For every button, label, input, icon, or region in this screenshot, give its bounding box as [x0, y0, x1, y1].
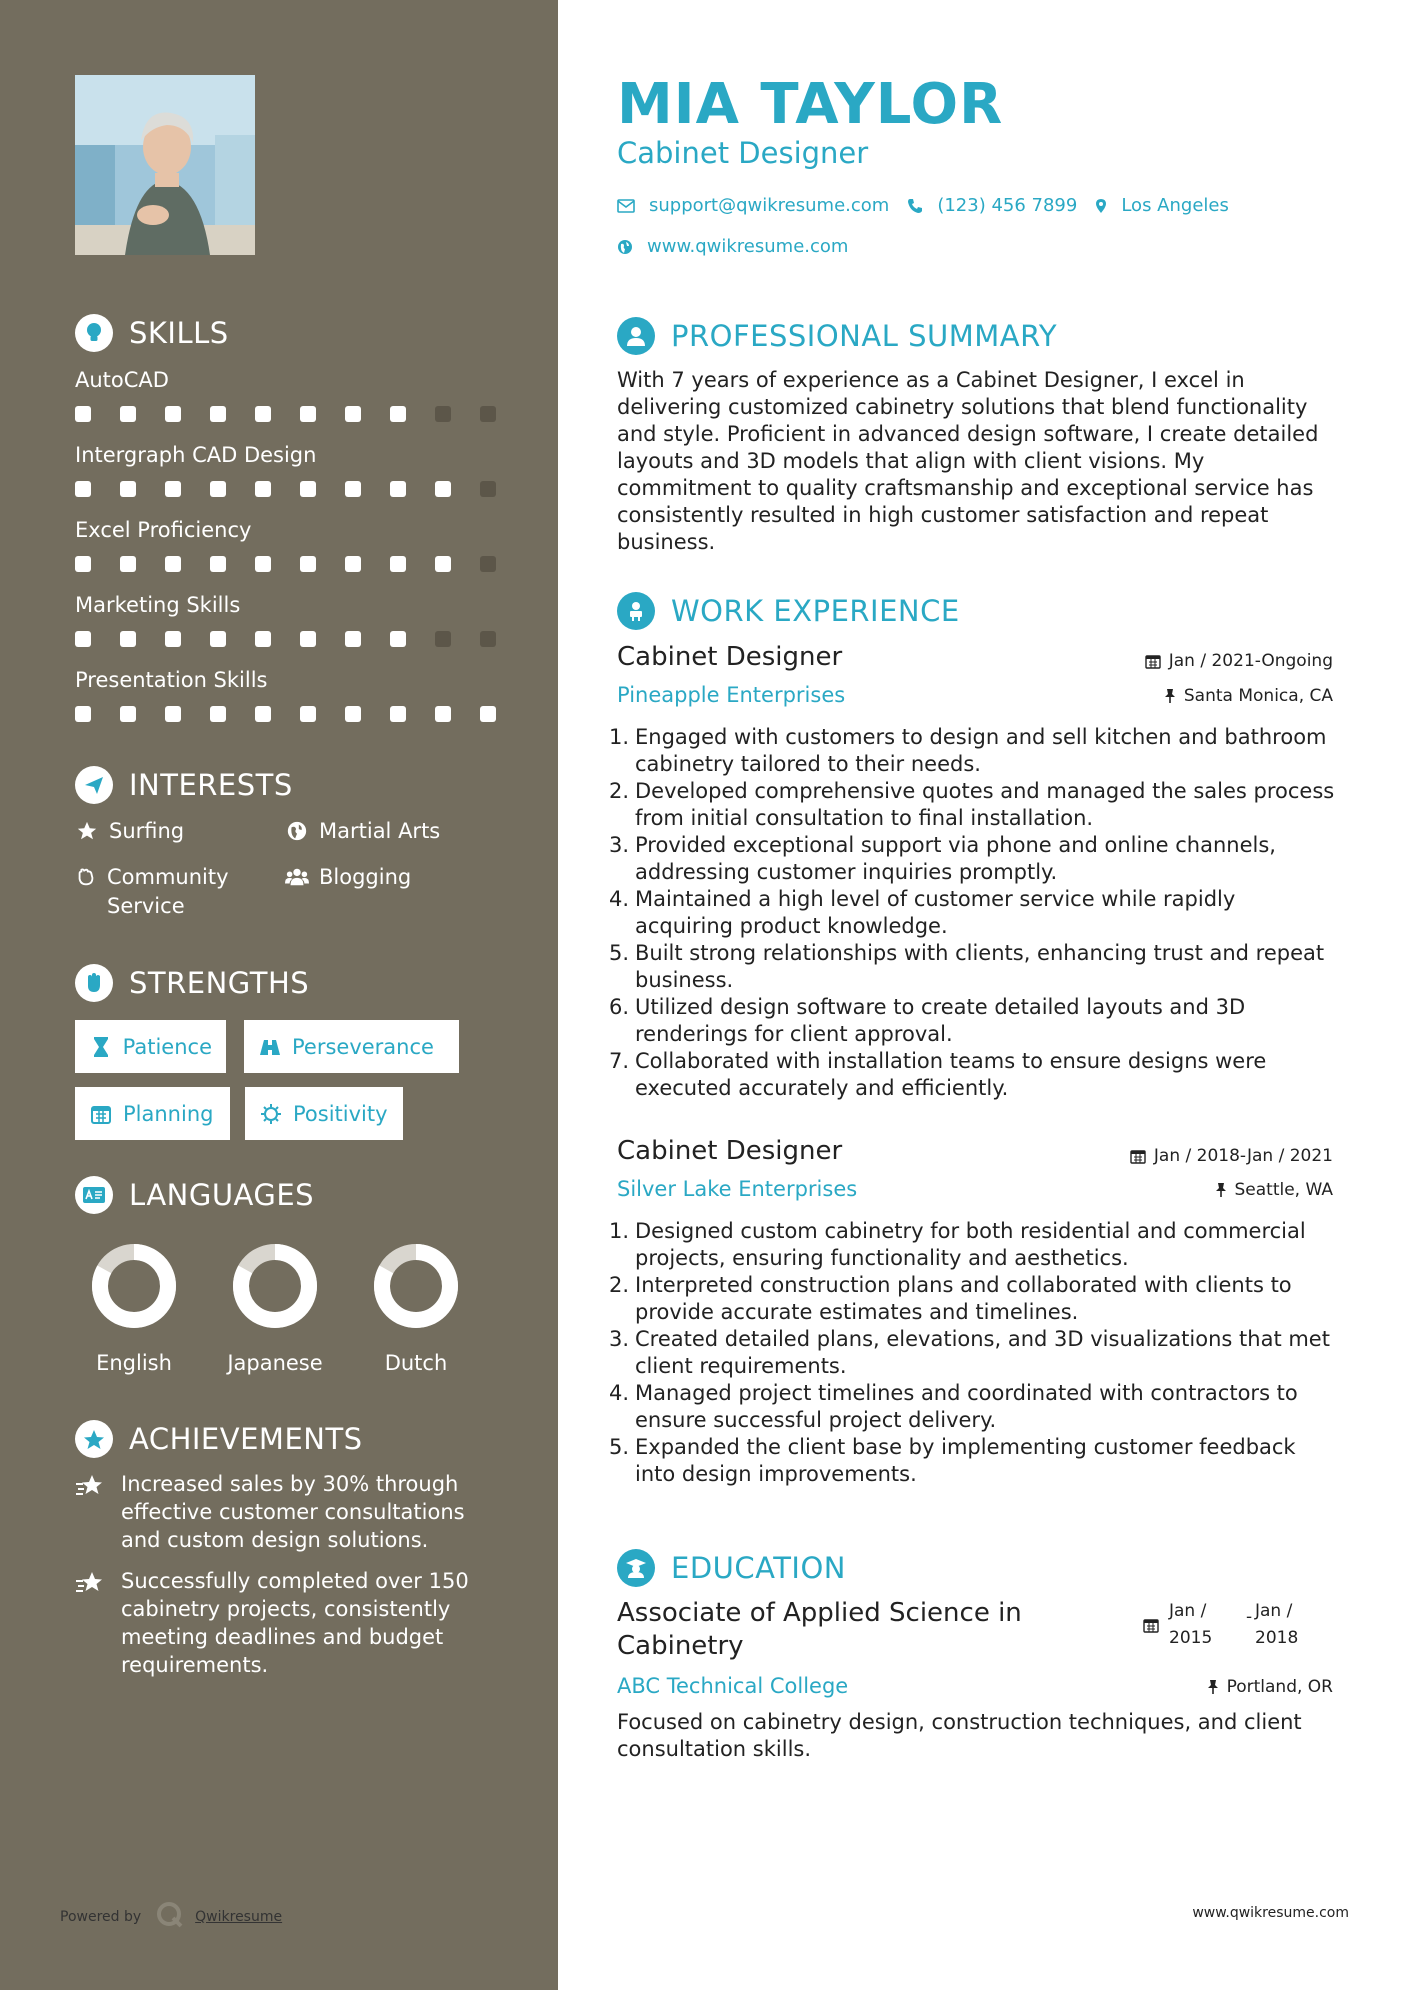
responsibility-item: 2. Developed comprehensive quotes and managed the sales process from initial consultation to final installation.	[609, 779, 1335, 830]
pushpin-icon	[1207, 1679, 1219, 1695]
globe-icon	[285, 819, 309, 843]
skill-name: AutoCAD	[75, 368, 169, 392]
responsibility-item: 3. Created detailed plans, elevations, and 3D visualizations that met client requirements.	[609, 1327, 1330, 1378]
calendar-icon	[1143, 1617, 1159, 1637]
responsibility-item: 7. Collaborated with installation teams to ensure designs were executed accurately and efficiently.	[609, 1049, 1267, 1100]
skill-name: Presentation Skills	[75, 668, 268, 692]
skill-rating	[75, 406, 525, 422]
skill-dot-filled	[75, 706, 91, 722]
skill-dot-empty	[480, 631, 496, 647]
skill-dot-empty	[435, 406, 451, 422]
skill-dot-filled	[165, 556, 181, 572]
calendar-icon	[1145, 653, 1161, 669]
skill-dot-filled	[300, 406, 316, 422]
school-name: ABC Technical College	[617, 1674, 849, 1698]
sidebar	[0, 0, 558, 1990]
language-ring	[232, 1243, 318, 1329]
job-responsibilities	[609, 724, 1337, 1102]
skill-dot-filled	[390, 706, 406, 722]
languages-heading: LANGUAGES	[75, 1176, 314, 1214]
globe-icon	[617, 239, 633, 255]
summary-heading: PROFESSIONAL SUMMARY	[617, 317, 1057, 355]
skill-dot-filled	[390, 556, 406, 572]
skill-dot-filled	[345, 631, 361, 647]
strength-chip: Patience	[75, 1020, 226, 1073]
skill-dot-filled	[480, 706, 496, 722]
interest-item: Blogging	[285, 863, 411, 892]
fist-icon	[75, 964, 113, 1002]
pushpin-icon	[1164, 688, 1176, 704]
interest-item: Martial Arts	[285, 817, 440, 846]
skill-rating	[75, 706, 525, 722]
skill-dot-filled	[75, 631, 91, 647]
website-link[interactable]: www.qwikresume.com	[647, 236, 849, 257]
envelope-icon	[617, 199, 635, 213]
skill-name: Intergraph CAD Design	[75, 443, 317, 467]
skill-dot-filled	[120, 406, 136, 422]
achievements-heading: ACHIEVEMENTS	[75, 1420, 363, 1458]
skill-dot-filled	[345, 706, 361, 722]
interests-heading: INTERESTS	[75, 766, 293, 804]
responsibility-item: 6. Utilized design software to create detailed layouts and 3D renderings for client approval.	[609, 995, 1246, 1046]
language-ring	[373, 1243, 459, 1329]
responsibility-item: 5. Expanded the client base by implementing customer feedback into design improvements.	[609, 1435, 1296, 1486]
school-location: Portland, OR	[1207, 1677, 1333, 1697]
education-heading: EDUCATION	[617, 1549, 846, 1587]
skill-dot-filled	[120, 706, 136, 722]
location-pin-icon	[1095, 198, 1107, 214]
language-item: Japanese	[205, 1243, 345, 1375]
skills-heading: SKILLS	[75, 314, 229, 352]
skill-dot-filled	[210, 481, 226, 497]
responsibility-item: 4. Maintained a high level of customer service while rapidly acquiring product knowledge.	[609, 887, 1236, 938]
skill-dot-filled	[390, 631, 406, 647]
summary-text: With 7 years of experience as a Cabinet Designer, I excel in delivering customized cabinetry solutions that blend functionality and style. Proficient in advanced design software, I create detailed layouts and 3D models that align with client visions. My commitment to quality craftsmanship and exceptional service has consistently resulted in high customer satisfaction and repeat business.	[617, 368, 1319, 554]
interest-item: Community Service	[75, 863, 265, 921]
skill-dot-filled	[255, 481, 271, 497]
star-icon	[75, 819, 99, 843]
skill-rating	[75, 556, 525, 572]
skill-dot-filled	[165, 706, 181, 722]
skill-dot-filled	[255, 556, 271, 572]
skill-dot-filled	[120, 631, 136, 647]
job-title: Cabinet Designer	[617, 1136, 843, 1166]
job-location: Seattle, WA	[1215, 1180, 1334, 1200]
skill-dot-empty	[435, 631, 451, 647]
skill-dot-filled	[300, 556, 316, 572]
education-description: Focused on cabinetry design, construction techniques, and client consultation skills.	[617, 1710, 1302, 1761]
skill-name: Marketing Skills	[75, 593, 241, 617]
responsibility-item: 3. Provided exceptional support via phone and online channels, addressing customer inquiries promptly.	[609, 833, 1276, 884]
responsibility-item: 2. Interpreted construction plans and collaborated with clients to provide accurate estimates and timelines.	[609, 1273, 1292, 1324]
skill-dot-filled	[345, 481, 361, 497]
job-date: Jan / 2021-Ongoing	[1145, 651, 1333, 671]
skill-dot-filled	[210, 406, 226, 422]
contact-row	[617, 195, 1229, 216]
strength-chip: Planning	[75, 1087, 230, 1140]
skill-dot-filled	[120, 481, 136, 497]
qwikresume-logo-icon	[155, 1900, 185, 1934]
skill-dot-filled	[210, 706, 226, 722]
skill-rating	[75, 481, 525, 497]
language-item: English	[64, 1243, 204, 1375]
strength-chip: Positivity	[245, 1087, 403, 1140]
shooting-star-icon	[75, 1472, 105, 1500]
skill-dot-filled	[300, 481, 316, 497]
responsibility-item: 1. Engaged with customers to design and sell kitchen and bathroom cabinetry tailored to their needs.	[609, 725, 1327, 776]
skill-dot-empty	[480, 556, 496, 572]
skill-dot-filled	[345, 556, 361, 572]
strengths-heading: STRENGTHS	[75, 964, 309, 1002]
skill-dot-filled	[210, 556, 226, 572]
skill-dot-filled	[435, 706, 451, 722]
users-icon	[285, 865, 309, 889]
skill-dot-filled	[75, 406, 91, 422]
achievement-item: Successfully completed over 150 cabinetry projects, consistently meeting deadlines and budget requirements.	[75, 1567, 505, 1679]
skill-name: Excel Proficiency	[75, 518, 252, 542]
achievement-item: Increased sales by 30% through effective customer consultations and custom design solutions.	[75, 1470, 505, 1554]
sun-icon	[259, 1102, 283, 1126]
job-title: Cabinet Designer	[617, 642, 843, 672]
skill-dot-filled	[300, 706, 316, 722]
phone-icon	[907, 198, 923, 214]
skill-dot-empty	[480, 406, 496, 422]
responsibility-item: 5. Built strong relationships with clients, enhancing trust and repeat business.	[609, 941, 1325, 992]
responsibility-item: 4. Managed project timelines and coordinated with contractors to ensure successful project delivery.	[609, 1381, 1298, 1432]
skill-dot-empty	[480, 481, 496, 497]
powered-by: Powered by Qwikresume	[60, 1900, 282, 1934]
location-text: Los Angeles	[1121, 195, 1229, 216]
candidate-name: MIA TAYLOR	[617, 72, 1004, 137]
skill-rating	[75, 631, 525, 647]
skill-dot-filled	[75, 556, 91, 572]
company-name: Silver Lake Enterprises	[617, 1177, 858, 1201]
skill-dot-filled	[390, 406, 406, 422]
skill-dot-filled	[255, 406, 271, 422]
binoculars-icon	[258, 1035, 282, 1059]
job-date: Jan / 2018-Jan / 2021	[1130, 1146, 1333, 1166]
footer-website-link[interactable]: www.qwikresume.com	[1192, 1905, 1349, 1921]
graduate-icon	[617, 1549, 655, 1587]
skill-dot-filled	[435, 556, 451, 572]
degree-title: Associate of Applied Science in Cabinetry	[617, 1598, 1022, 1661]
hand-icon	[75, 865, 97, 889]
candidate-role: Cabinet Designer	[617, 136, 869, 170]
skill-dot-filled	[300, 631, 316, 647]
education-end-date: Jan / 2018	[1255, 1601, 1299, 1648]
language-icon	[75, 1176, 113, 1214]
paper-plane-icon	[75, 766, 113, 804]
responsibility-item: 1. Designed custom cabinetry for both residential and commercial projects, ensuring functionality and aesthetics.	[609, 1219, 1306, 1270]
experience-heading: WORK EXPERIENCE	[617, 592, 960, 630]
skill-dot-filled	[120, 556, 136, 572]
language-ring	[91, 1243, 177, 1329]
skill-dot-filled	[255, 631, 271, 647]
pushpin-icon	[1215, 1182, 1227, 1198]
website-row	[617, 236, 848, 257]
job-responsibilities	[609, 1218, 1337, 1488]
calendar-icon	[1130, 1148, 1146, 1164]
hourglass-icon	[89, 1035, 113, 1059]
shooting-star-icon	[75, 1569, 105, 1597]
skill-dot-filled	[75, 481, 91, 497]
date-separator: -	[1246, 1607, 1253, 1627]
skill-dot-filled	[165, 481, 181, 497]
skill-dot-filled	[255, 706, 271, 722]
skill-dot-filled	[345, 406, 361, 422]
star-badge-icon	[75, 1420, 113, 1458]
skill-dot-filled	[165, 631, 181, 647]
education-start-date: Jan / 2015	[1169, 1601, 1213, 1648]
company-name: Pineapple Enterprises	[617, 683, 846, 707]
skill-dot-filled	[435, 481, 451, 497]
strength-chip: Perseverance	[244, 1020, 459, 1073]
qwikresume-link[interactable]: Qwikresume	[195, 1909, 283, 1925]
email-link[interactable]: support@qwikresume.com	[649, 195, 890, 216]
language-item: Dutch	[346, 1243, 486, 1375]
interest-item: Surfing	[75, 817, 184, 846]
skill-dot-filled	[165, 406, 181, 422]
user-icon	[617, 317, 655, 355]
job-location: Santa Monica, CA	[1164, 686, 1333, 706]
briefcase-user-icon	[617, 592, 655, 630]
lightbulb-icon	[75, 314, 113, 352]
skill-dot-filled	[210, 631, 226, 647]
skill-dot-filled	[390, 481, 406, 497]
phone-number: (123) 456 7899	[937, 195, 1078, 216]
calendar-icon	[89, 1102, 113, 1126]
profile-photo	[75, 75, 255, 255]
